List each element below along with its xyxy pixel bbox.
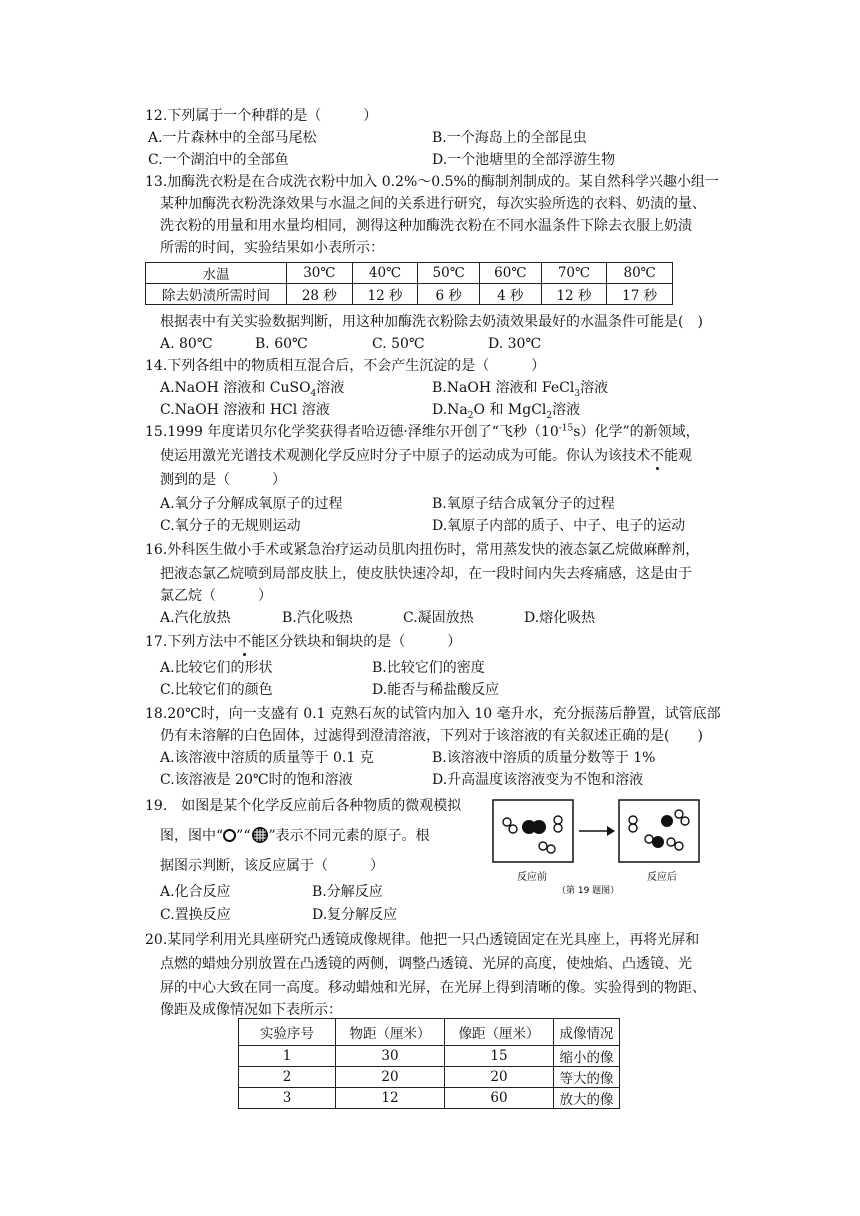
q13-table	[145, 262, 673, 305]
emphasis-dot-text: 不	[650, 448, 664, 464]
q18-option-d: D.升高温度该溶液变为不饱和溶液	[432, 772, 644, 788]
q12-stem: 12.下列属于一个种群的是（ ）	[145, 108, 378, 124]
q16-option-a: A.汽化放热	[160, 610, 231, 626]
q12-option-b: B.一个海岛上的全部昆虫	[432, 130, 587, 146]
q18-option-a: A.该溶液中溶质的质量等于 0.1 克	[160, 750, 374, 766]
q14-stem: 14.下列各组中的物质相互混合后，不会产生沉淀的是（ ）	[145, 358, 546, 374]
q20-cell: 1	[239, 1046, 336, 1067]
q20-line-1: 20.某同学利用光具座研究凸透镜成像规律。他把一只凸透镜固定在光具座上，再将光屏和	[145, 932, 700, 948]
figure-caption: （第 19 题图）	[557, 886, 620, 896]
q15-option-b: B.氧原子结合成氧分子的过程	[432, 496, 615, 512]
q15-option-c: C.氧分子的无规则运动	[160, 518, 301, 534]
q13-cell: 17 秒	[607, 284, 673, 305]
q13-option-c: C. 50℃	[372, 336, 425, 352]
q13-option-b: B. 60℃	[255, 336, 308, 352]
q15-line-3: 测到的是（ ）	[160, 472, 286, 488]
q13-cell: 6 秒	[418, 284, 480, 305]
q16-option-c: C.凝固放热	[403, 610, 474, 626]
q19-option-d: D.复分解反应	[312, 907, 398, 923]
q13-line-4: 所需的时间，实验结果如小表所示：	[160, 240, 384, 256]
figure-label-before: 反应前	[517, 872, 547, 883]
q17-option-b: B.比较它们的密度	[372, 660, 485, 676]
q13-cell: 12 秒	[541, 284, 607, 305]
q20-line-3: 屏的中心大致在同一高度。移动蜡烛和光屏，在光屏上得到清晰的像。实验得到的物距、	[160, 980, 706, 996]
q13-cell: 60℃	[479, 263, 541, 284]
q15-line-1: 15.1999 年度诺贝尔化学奖获得者哈迈德·泽维尔开创了“飞秒$(10^{-15}s)$化学”的新领域，	[145, 423, 700, 440]
q13-line-1: 13.加酶洗衣粉是在合成洗衣粉中加入 0.2%～0.5%的酶制剂制成的。某自然科学兴趣小组一	[145, 174, 719, 190]
q14-option-d: $D.Na_2O$ 和 MgCl$_2$溶液	[432, 402, 581, 421]
table-row	[239, 1088, 620, 1109]
q20-cell: 等大的像	[554, 1067, 620, 1088]
q13-cell: 50℃	[418, 263, 480, 284]
q20-table-header	[239, 1019, 620, 1046]
q13-line-3: 洗衣粉的用量和用水量均相同，测得这种加酶洗衣粉在不同水温条件下除去衣服上奶渍	[160, 218, 692, 234]
emphasis-dot-text: 不	[237, 634, 252, 650]
table-row	[239, 1046, 620, 1067]
q13-cell: 水温	[146, 263, 287, 284]
q19-reaction-figure	[491, 794, 703, 896]
q17-option-a: A.比较它们的形状	[160, 660, 273, 676]
q15-line-2: 使运用激光光谱技术观测化学反应时分子中原子的运动成为可能。你认为该技术不能观	[160, 448, 692, 464]
q20-line-2: 点燃的蜡烛分别放置在凸透镜的两侧，调整凸透镜、光屏的高度，使烛焰、凸透镜、光	[160, 956, 692, 972]
q20-cell: 12	[336, 1088, 445, 1109]
q18-option-c: C.该溶液是 20℃时的饱和溶液	[160, 772, 353, 788]
q17-option-c: C.比较它们的颜色	[160, 682, 273, 698]
q13-cell: 4 秒	[479, 284, 541, 305]
q13-cell: 80℃	[607, 263, 673, 284]
q20-header-cell: 成像情况	[554, 1019, 620, 1046]
q16-line-3: 氯乙烷（ ）	[160, 588, 272, 604]
q20-cell: 20	[445, 1067, 554, 1088]
table-row	[239, 1067, 620, 1088]
q15-option-a: A.氧分子分解成氧原子的过程	[160, 496, 343, 512]
q13-cell: 12 秒	[352, 284, 418, 305]
q12-option-c: C.一个湖泊中的全部鱼	[148, 152, 289, 168]
q12-option-d: D.一个池塘里的全部浮游生物	[432, 152, 616, 168]
q19-line-1: 19. 如图是某个化学反应前后各种物质的微观模拟	[145, 798, 462, 814]
q20-cell: 缩小的像	[554, 1046, 620, 1067]
q13-cell: 40℃	[352, 263, 418, 284]
figure-label-after: 反应后	[647, 872, 677, 883]
hollow-atom-icon	[223, 829, 236, 842]
q17-option-d: D.能否与稀盐酸反应	[372, 682, 500, 698]
q15-option-d: D.氧原子内部的质子、中子、电子的运动	[432, 518, 686, 534]
hatched-atom-icon	[251, 826, 269, 850]
q13-after: 根据表中有关实验数据判断，用这种加酶洗衣粉除去奶渍效果最好的水温条件可能是( )	[160, 314, 703, 330]
q20-cell: 20	[336, 1067, 445, 1088]
q17-stem: 17.下列方法中不能区分铁块和铜块的是（ ）	[145, 634, 462, 650]
q14-option-b: B.NaOH 溶液和 FeCl$_3$溶液	[432, 380, 609, 399]
q20-table	[238, 1018, 620, 1109]
q13-table-row	[146, 263, 673, 284]
q20-cell: 2	[239, 1067, 336, 1088]
q14-option-c: C.NaOH 溶液和 HCl 溶液	[160, 402, 330, 418]
q20-cell: 30	[336, 1046, 445, 1067]
q19-option-b: B.分解反应	[312, 884, 383, 900]
q19-line-3: 据图示判断，该反应属于（ ）	[160, 858, 384, 874]
q18-option-b: B.该溶液中溶质的质量分数等于 1%	[432, 750, 656, 766]
q16-line-2: 把液态氯乙烷喷到局部皮肤上，使皮肤快速冷却，在一段时间内失去疼痛感，这是由于	[160, 566, 692, 582]
q14-option-a: A.NaOH 溶液和 CuSO$_4$溶液	[160, 380, 345, 399]
q20-cell: 放大的像	[554, 1088, 620, 1109]
q13-line-2: 某种加酶洗衣粉洗涤效果与水温之间的关系进行研究，每次实验所选的衣料、奶渍的量、	[160, 196, 706, 212]
q19-option-a: A.化合反应	[160, 884, 231, 900]
q19-option-c: C.置换反应	[160, 907, 231, 923]
q12-option-a: A.一片森林中的全部马尾松	[148, 130, 317, 146]
q13-cell: 28 秒	[287, 284, 353, 305]
q16-option-b: B.汽化吸热	[282, 610, 353, 626]
q13-cell: 30℃	[287, 263, 353, 284]
q16-line-1: 16.外科医生做小手术或紧急治疗运动员肌肉扭伤时，常用蒸发快的液态氯乙烷做麻醉剂，	[145, 542, 700, 558]
q20-cell: 3	[239, 1088, 336, 1109]
q13-option-a: A. 80℃	[160, 336, 213, 352]
q20-header-cell: 像距（厘米）	[445, 1019, 554, 1046]
q20-line-4: 像距及成像情况如下表所示：	[160, 1002, 342, 1018]
q13-option-d: D. 30℃	[488, 336, 542, 352]
q16-option-d: D.熔化吸热	[524, 610, 596, 626]
q20-header-cell: 物距（厘米）	[336, 1019, 445, 1046]
q20-cell: 15	[445, 1046, 554, 1067]
q20-cell: 60	[445, 1088, 554, 1109]
q13-cell: 除去奶渍所需时间	[146, 284, 287, 305]
q19-line-2: 图，图中“ ”“ ”表示不同元素的原子。根	[160, 826, 430, 850]
q20-header-cell: 实验序号	[239, 1019, 336, 1046]
q13-cell: 70℃	[541, 263, 607, 284]
q18-line-2: 仍有未溶解的白色固体，过滤得到澄清溶液，下列对于该溶液的有关叙述正确的是( )	[160, 728, 703, 744]
q13-table-row	[146, 284, 673, 305]
q18-line-1: 18.20℃时，向一支盛有 0.1 克熟石灰的试管内加入 10 毫升水，充分振荡后静置，试管底部	[145, 706, 721, 722]
